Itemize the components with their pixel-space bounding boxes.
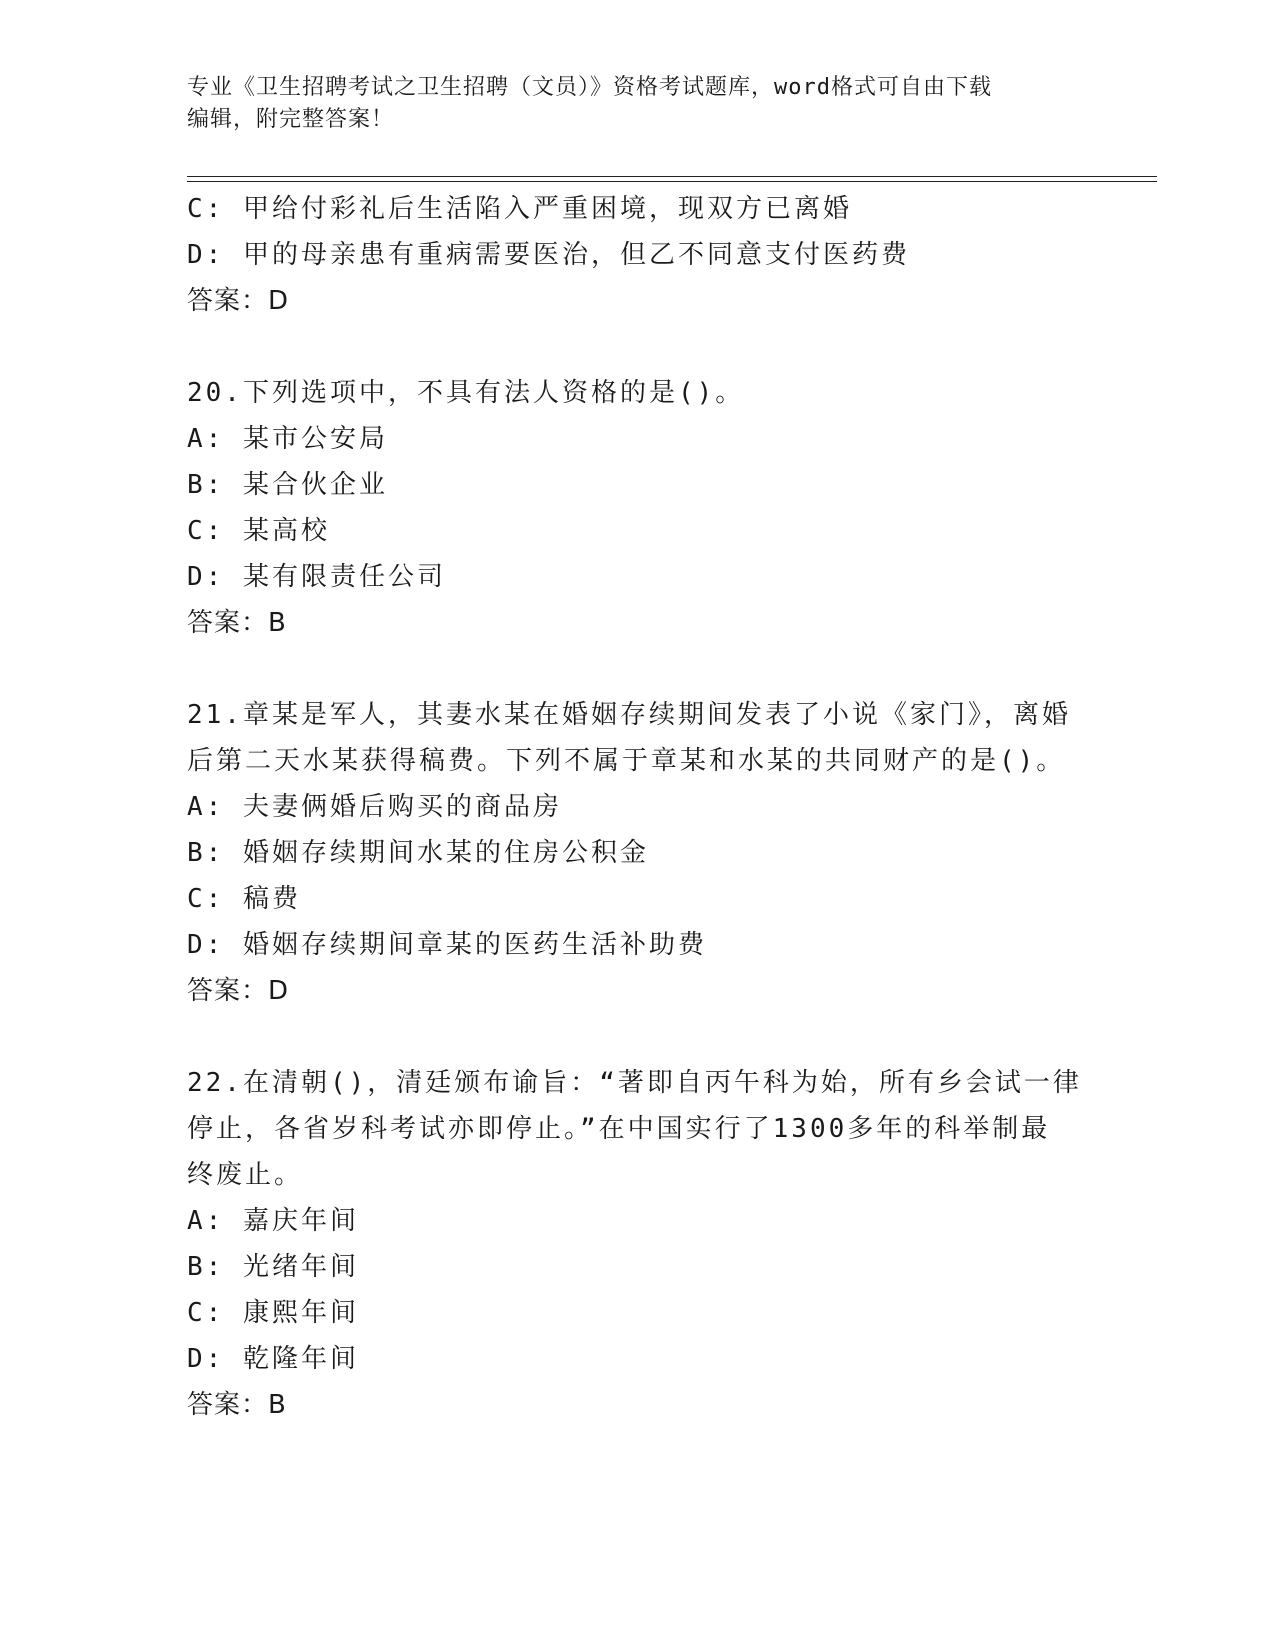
option-d: D: 乾隆年间 (187, 1344, 359, 1374)
question-stem-line: 终废止。 (187, 1160, 304, 1190)
question-stem-line: 22.在清朝()，清廷颁布谕旨：“著即自丙午科为始，所有乡会试一律 (187, 1068, 1082, 1098)
question-19-tail (187, 186, 1087, 324)
question-21 (187, 692, 1087, 1014)
question-20 (187, 370, 1087, 646)
option-d: D: 甲的母亲患有重病需要医治，但乙不同意支付医药费 (187, 240, 910, 270)
answer-line: 答案：D (187, 286, 290, 316)
option-d: D: 婚姻存续期间章某的医药生活补助费 (187, 930, 707, 960)
document-header (187, 72, 1087, 136)
option-c: C: 某高校 (187, 516, 330, 546)
option-d: D: 某有限责任公司 (187, 562, 446, 592)
header-rule-top (187, 176, 1157, 177)
header-line-2: 编辑，附完整答案！ (187, 107, 395, 132)
question-stem-line: 后第二天水某获得稿费。下列不属于章某和水某的共同财产的是()。 (187, 746, 1066, 776)
option-c: C: 康熙年间 (187, 1298, 359, 1328)
option-b: B: 光绪年间 (187, 1252, 359, 1282)
option-a: A: 某市公安局 (187, 424, 388, 454)
option-a: A: 夫妻俩婚后购买的商品房 (187, 792, 562, 822)
question-stem: 20.下列选项中，不具有法人资格的是()。 (187, 378, 745, 408)
option-a: A: 嘉庆年间 (187, 1206, 359, 1236)
answer-line: 答案：B (187, 1390, 287, 1420)
header-rule-bottom (187, 181, 1157, 182)
option-b: B: 婚姻存续期间水某的住房公积金 (187, 838, 649, 868)
question-22 (187, 1060, 1087, 1428)
question-stem-line: 停止，各省岁科考试亦即停止。”在中国实行了1300多年的科举制最 (187, 1114, 1051, 1144)
question-stem-line: 21.章某是军人，其妻水某在婚姻存续期间发表了小说《家门》，离婚 (187, 700, 1071, 730)
answer-line: 答案：B (187, 608, 287, 638)
option-c: C: 稿费 (187, 884, 301, 914)
answer-line: 答案：D (187, 976, 290, 1006)
option-b: B: 某合伙企业 (187, 470, 388, 500)
document-body (187, 186, 1087, 1428)
option-c: C: 甲给付彩礼后生活陷入严重困境，现双方已离婚 (187, 194, 852, 224)
header-line-1: 专业《卫生招聘考试之卫生招聘（文员）》资格考试题库，word格式可自由下载 (187, 75, 992, 100)
